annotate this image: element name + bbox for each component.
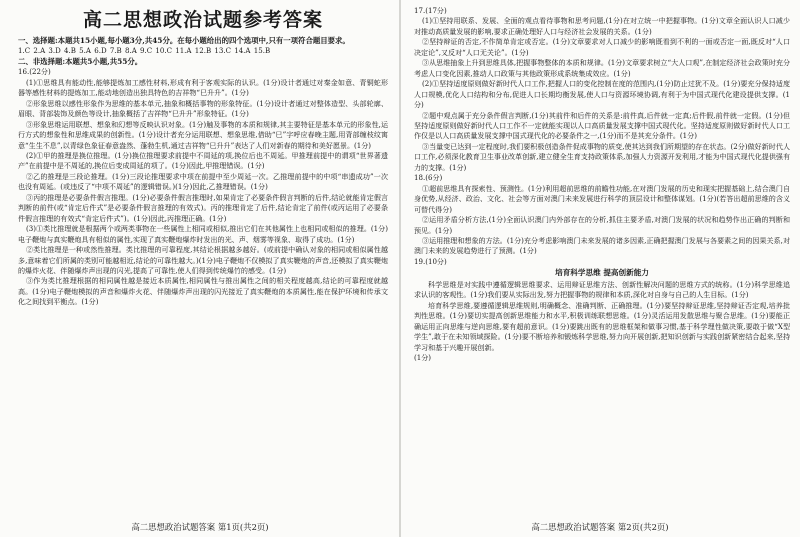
answer-paragraph: ②乙的推理是三段论推理。(1分)三段论推理要求中项在前提中至少周延一次。乙推理前提中的中项“串遗成功”一次也没有周延。(或违反了“中项不周延”的逻辑错误。)(1分)因此,乙推理错误。(1分) (18, 171, 388, 192)
answer-paragraph: (3)①类比推理就是根据两个或两类事物在一些属性上相同或相似,推出它们在其他属性上也相同或相似的推理。(1分)电子鞭炮与真实鞭炮具有相似的属性,实现了真实鞭炮爆炸时发出的光、声、烟雾等视象、取得了成功。(1分) (18, 224, 388, 244)
answer-paragraph: ③运用推理和想象的方法。(1分)充分考虑影响澳门未来发展的诸多因素,正确把握澳门发展与各要素之间的因果关系,对澳门未来的发展趋势进行了预测。(1分) (414, 235, 790, 256)
answer-paragraph: ③当量变已达到一定程度时,我们要积极创造条件促成事物的质变,使其达到我们所期望的存在状态。(2分)做好新时代人口工作,必须深化教育卫生事业改革创新,建立健全生育支持政策体系,加强人力资源开发利用,才能为中国式现代化提供强有力的支撑。(1分) (414, 141, 790, 172)
answer-paragraph: ②题中观点属于充分条件假言判断,(1分)其前件和后件的关系是:前件真,后件就一定真;后件假,前件就一定假。(1分)但坚持适度原则做好新时代人口工作不一定就能实现以人口高质量发展支撑中国式现代化。坚持适度原则做好新时代人口工作仅是以人口高质量发展支撑中国式现代化的必要条件之一,(1分)而不是其充分条件。(1分) (414, 110, 790, 141)
answer-paragraph: 17.(17分) (414, 6, 447, 15)
answer-paragraph: ②运用矛盾分析方法,(1分)全面认识澳门内外部存在的分析,抓住主要矛盾,对澳门发展的状况和趋势作出正确的判断和预见。(1分) (414, 215, 790, 235)
essay-title: 培育科学思维 提高创新能力 (555, 268, 649, 278)
answer-paragraph: (1分) (414, 352, 432, 362)
essay-body (414, 280, 790, 364)
answer-paragraph: 科学思维是对实践中遵循逻辑思维要求、运用辩证思维方法、创新性解决问题的思维方式的统称。(1分)科学思维追求认识的客观性。(1分)我们要从实际出发,努力把握事物的规律和本质,深化对自身与自己的人生目标。(1分) (414, 279, 790, 300)
answer-paragraph: (1)①坚持用联系、发展、全面的观点看待事物和思考问题,(1分)在对立统一中把握事物。(1分)文章全面认识人口减少对推动高质量发展的影响,要求正确处理好人口与经济社会发展的关系。(1分) (414, 16, 790, 36)
page-footer-2: 高二思想政治试题答案 第2页(共2页) (531, 522, 669, 532)
answer-paragraph: ③从思维抽象上升到思维具体,把握事物整体的本质和规律。(1分)文章要求树立“大人口观”,在制定经济社会政策时充分考虑人口变化因素,推动人口政策与其他政策形成系统集成效应。(1分) (414, 58, 790, 78)
answer-paragraph: ②形象思维以感性形象作为思维的基本单元,抽象和概括事物的形象特征。(1分)设计者通过对整体造型、头部轮廓、眉眼、背部装饰及颜色等设计,抽象概括了吉祥物“巳升升”形象特征。(1分) (18, 98, 388, 119)
answer-paragraph: ③丙的推理是必要条件假言推理。(1分)必要条件假言推理时,如果肯定了必要条件假言判断的后件,结论就能肯定假言判断的前件(或“肯定后件式”是必要条件假言推理的有效式)。丙的推理肯定了后件,结论肯定了前件(或丙运用了必要条件假言推理的有效式“肯定后件式”)。(1分)因此,丙推理正确。(1分) (18, 192, 388, 223)
answer-paragraph: 16.(22分) (18, 67, 51, 77)
answer-body-right (414, 6, 790, 267)
page-2 (400, 0, 800, 537)
answer-paragraph: ①超前思维具有探索性、预测性。(1分)利用超前思维的前瞻性功能,在对澳门发展的历史和现实把握基础上,结合澳门自身优势,从经济、政治、文化、社会等方面对澳门未来发展进行科学的顶层设计和整体谋划。(1分)(若答出超前思维的含义可替代得分) (414, 183, 790, 214)
answer-paragraph: ③作为类比推理根据的相同属性越是接近本质属性,相同属性与推出属性之间的相关程度越高,结论的可靠程度就越高。(1分)电子鞭炮模拟的声音和爆炸火花、伴随爆炸声出现的闪光接近了真实鞭炮的本质属性,能在保护环境和传承文化之间找到平衡点。(1分) (18, 276, 388, 307)
answer-paragraph: ②类比推理是一种或然性推理。类比推理的可靠程度,其结论根据越多越好。(或前提中确认对象的相同或相似属性越多,意味着它们所属的类别可能越相近,结论的可靠性越大。)(1分)电子鞭炮不仅模拟了真实鞭炮的声音,还模拟了真实鞭炮的爆炸火花、伴随爆炸声出现的闪光,提高了可靠性,使人们得到传统爆竹的感受。(1分) (18, 245, 388, 275)
page-footer-1: 高二思想政治试题答案 第1页(共2页) (131, 522, 269, 532)
answer-paragraph: 18.(6分) (414, 173, 443, 183)
multiple-choice-answers: 1.C 2.A 3.D 4.B 5.A 6.D 7.B 8.A 9.C 10.C 11.A 12.B 13.C 14.A 15.B (18, 46, 271, 56)
section-2-heading: 二、非选择题:本题共5小题,共55分。 (18, 56, 143, 66)
answer-paragraph: (1)①思维具有能动性,能够提炼加工感性材料,形成有利于客观实际的认识。(1分)设计者通过对秦金如意、青铜蛇形器等感性材料的提炼加工,能动地创造出独具特色的吉祥物“巳升升”。(1分) (18, 77, 388, 98)
answer-paragraph: 19.(10分) (414, 256, 447, 266)
answer-paragraph: 培育科学思维,要遵循逻辑思维规则,明确概念、准确判断、正确推理。(1分)要坚持辩证思维,坚持辩证否定观,培养批判性思维。(1分)要切实提高创新思维能力和水平,积极训练联想思维。(1分)灵活运用发散思维与聚合思维。(1分)要能正确运用正向思维与逆向思维,要有超前意识。(1分)要跳出既有的思维框架和做事习惯,基于科学理性做决策,要敢于做“X型学生”,敢于在未知领域探险。(1分)要不断培养和锻炼科学思维,努力向开展创新,把知识创新与实践创新紧密结合起来,坚持学习和基于兴趣开展创新。 (414, 300, 790, 352)
page-title: 高二思想政治试题参考答案 (82, 9, 323, 31)
answer-paragraph: (2)①甲的推理是换位推理。(1分)换位推理要求前提中不周延的项,换位后也不周延。甲推理前提中的谓项“世界著遗产”在前提中是不周延的,换位后变成周延的项了。(1分)因此,甲推理错误。(1分) (18, 150, 388, 171)
answer-paragraph: ③形象思维运用联想、想象和幻想等反映认识对象。(1分)触及事物的本质和规律,其主要特征是基本单元的形象性,运行方式的想象性和思维成果的创新性。(1分)设计者充分运用联想、想象思维,借助“巳”字呼应春晚主题,用背部缠枝纹寓意“生生不息”,以青绿色象征春意盎然、蓬勃生机,通过吉祥物“巳升升”表达了人们对新春的期待和美好愿景。(1分) (18, 119, 388, 150)
answer-body-left (18, 67, 388, 307)
answer-paragraph: ②坚持辩证的否定,不作简单肯定或否定。(1分)文章要求对人口减少的影响既看到不利的一面或否定一面,既反对“人口决定论”,又反对“人口无关论”。(1分) (414, 37, 790, 57)
answer-paragraph: (2)①坚持适度原则做好新时代人口工作,把握人口的变化控制在度的范围内,(1分)防止过犹不及。(1分)要充分保持适度人口规模,优化人口结构和分布,促进人口长期均衡发展,使人口与资源环境协调,有利于为中国式现代化建设提供支撑。(1分) (414, 79, 790, 110)
section-1-heading: 一、选择题:本题共15小题,每小题3分,共45分。在每小题给出的四个选项中,只有一项符合题目要求。 (18, 36, 350, 45)
